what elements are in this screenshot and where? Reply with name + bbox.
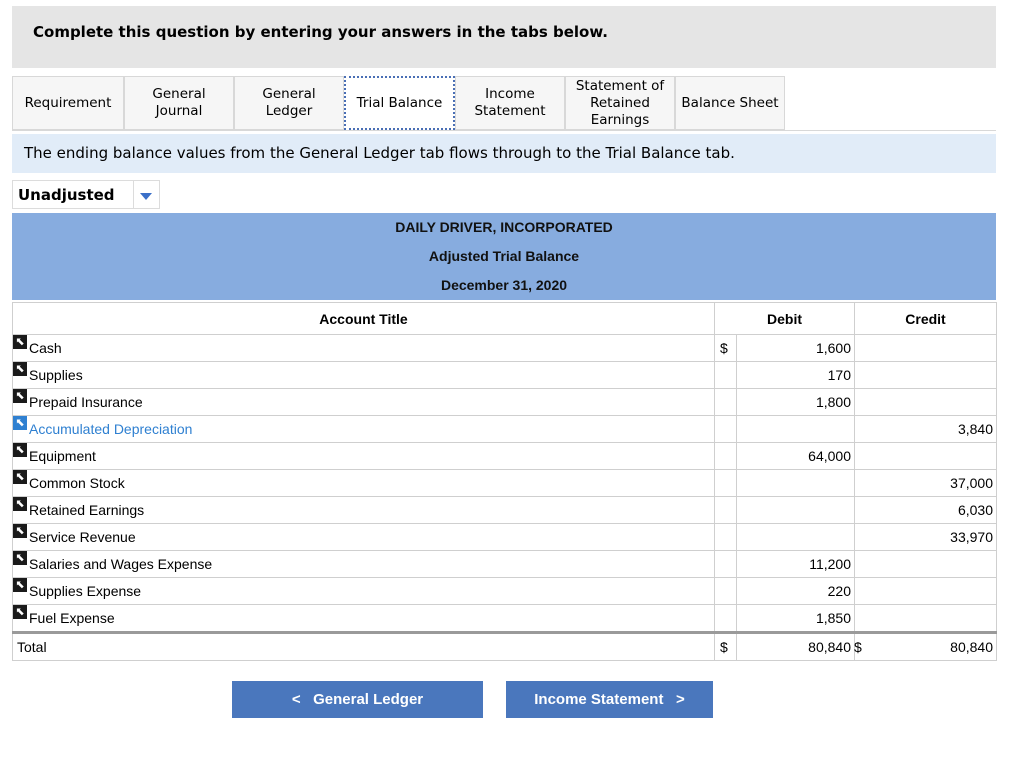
- debit-amount[interactable]: 64,000: [737, 443, 855, 470]
- select-value: Unadjusted: [18, 186, 115, 204]
- table-row: [13, 605, 997, 633]
- credit-amount[interactable]: [855, 578, 997, 605]
- company-name: DAILY DRIVER, INCORPORATED: [395, 219, 613, 235]
- total-row: [13, 633, 997, 661]
- account-cell[interactable]: [13, 443, 715, 470]
- account-cell[interactable]: [13, 416, 715, 443]
- debit-amount[interactable]: [737, 497, 855, 524]
- account-title: Equipment: [29, 448, 96, 464]
- debit-currency-sign: [715, 497, 737, 524]
- tab-general-ledger[interactable]: General Ledger: [234, 76, 344, 130]
- debit-currency-sign: [715, 578, 737, 605]
- credit-amount[interactable]: 33,970: [855, 524, 997, 551]
- prev-general-ledger-button[interactable]: [232, 681, 483, 718]
- return-arrow-icon[interactable]: ⬉: [13, 605, 27, 619]
- account-cell[interactable]: [13, 551, 715, 578]
- account-cell[interactable]: [13, 578, 715, 605]
- table-header-row: [13, 303, 997, 335]
- debit-currency-sign: [715, 551, 737, 578]
- debit-amount[interactable]: 1,800: [737, 389, 855, 416]
- credit-amount[interactable]: 6,030: [855, 497, 997, 524]
- tab-requirement[interactable]: Requirement: [12, 76, 124, 130]
- account-title: Supplies Expense: [29, 583, 142, 599]
- chevron-down-icon[interactable]: [140, 193, 152, 200]
- debit-currency-sign: [715, 470, 737, 497]
- return-arrow-icon[interactable]: ⬉: [13, 578, 27, 592]
- credit-amount[interactable]: [855, 362, 997, 389]
- account-title: Fuel Expense: [29, 610, 115, 626]
- account-title: Service Revenue: [29, 529, 136, 545]
- debit-currency-sign: [715, 362, 737, 389]
- debit-amount[interactable]: [737, 524, 855, 551]
- credit-amount[interactable]: [855, 605, 997, 633]
- table-row: [13, 497, 997, 524]
- return-arrow-icon[interactable]: ⬉: [13, 497, 27, 511]
- instruction-banner: [12, 6, 996, 68]
- table-row: [13, 389, 997, 416]
- statement-header: [12, 213, 996, 300]
- statement-date: December 31, 2020: [440, 277, 568, 293]
- total-credit-amount: 80,840: [950, 639, 993, 655]
- debit-amount[interactable]: 220: [737, 578, 855, 605]
- instruction-text: Complete this question by entering your answers in the tabs below.: [33, 23, 608, 41]
- table-row: [13, 578, 997, 605]
- total-debit-amount: 80,840: [737, 633, 855, 661]
- select-divider: [133, 181, 134, 208]
- trial-balance-type-select[interactable]: [12, 180, 160, 209]
- return-arrow-icon[interactable]: ⬉: [13, 416, 27, 430]
- column-header-account: Account Title: [13, 303, 715, 335]
- account-title: Common Stock: [29, 475, 125, 491]
- debit-currency-sign: [715, 416, 737, 443]
- column-header-debit: Debit: [715, 303, 855, 335]
- chevron-left-icon: <: [291, 691, 301, 708]
- total-credit-currency-sign: $: [854, 639, 862, 655]
- credit-amount[interactable]: 37,000: [855, 470, 997, 497]
- account-cell[interactable]: [13, 389, 715, 416]
- account-title: Prepaid Insurance: [29, 394, 143, 410]
- account-title: Retained Earnings: [29, 502, 145, 518]
- statement-title: Adjusted Trial Balance: [428, 248, 580, 264]
- debit-currency-sign: $: [715, 335, 737, 362]
- debit-amount[interactable]: 1,600: [737, 335, 855, 362]
- account-cell[interactable]: [13, 335, 715, 362]
- table-row: [13, 416, 997, 443]
- account-cell[interactable]: [13, 362, 715, 389]
- account-title-link[interactable]: Accumulated Depreciation: [29, 421, 193, 437]
- debit-currency-sign: [715, 524, 737, 551]
- table-row: [13, 362, 997, 389]
- tab-income-statement[interactable]: Income Statement: [455, 76, 565, 130]
- tab-divider: [12, 130, 996, 131]
- return-arrow-icon[interactable]: ⬉: [13, 443, 27, 457]
- credit-amount[interactable]: [855, 551, 997, 578]
- table-row: [13, 470, 997, 497]
- next-button-label: Income Statement: [534, 691, 664, 708]
- credit-amount[interactable]: [855, 335, 997, 362]
- tab-statement-of-retained-earnings[interactable]: Statement of Retained Earnings: [565, 76, 675, 130]
- account-title: Supplies: [29, 367, 83, 383]
- tab-balance-sheet[interactable]: Balance Sheet: [675, 76, 785, 130]
- debit-currency-sign: [715, 389, 737, 416]
- account-title: Cash: [29, 340, 62, 356]
- return-arrow-icon[interactable]: ⬉: [13, 389, 27, 403]
- credit-amount[interactable]: [855, 389, 997, 416]
- account-cell[interactable]: [13, 524, 715, 551]
- debit-currency-sign: [715, 443, 737, 470]
- tab-general-journal[interactable]: General Journal: [124, 76, 234, 130]
- trial-balance-table: [12, 302, 997, 661]
- table-row: [13, 524, 997, 551]
- debit-amount[interactable]: [737, 470, 855, 497]
- info-note: The ending balance values from the General Ledger tab flows through to the Trial Balance tab.: [12, 134, 996, 173]
- debit-amount[interactable]: 1,850: [737, 605, 855, 633]
- credit-amount[interactable]: 3,840: [855, 416, 997, 443]
- return-arrow-icon[interactable]: ⬉: [13, 470, 27, 484]
- total-label: Total: [13, 633, 715, 661]
- prev-button-label: General Ledger: [313, 691, 424, 708]
- return-arrow-icon[interactable]: ⬉: [13, 335, 27, 349]
- debit-currency-sign: [715, 605, 737, 633]
- credit-amount[interactable]: [855, 443, 997, 470]
- return-arrow-icon[interactable]: ⬉: [13, 551, 27, 565]
- table-row: [13, 443, 997, 470]
- account-cell[interactable]: [13, 470, 715, 497]
- debit-amount[interactable]: 170: [737, 362, 855, 389]
- account-cell[interactable]: [13, 605, 715, 633]
- column-header-credit: Credit: [855, 303, 997, 335]
- account-cell[interactable]: [13, 497, 715, 524]
- return-arrow-icon[interactable]: ⬉: [13, 362, 27, 376]
- debit-amount[interactable]: [737, 416, 855, 443]
- total-credit-cell: [855, 633, 997, 661]
- total-debit-currency-sign: $: [715, 633, 737, 661]
- tab-trial-balance[interactable]: Trial Balance: [344, 76, 455, 130]
- account-title: Salaries and Wages Expense: [29, 556, 213, 572]
- table-row: [13, 335, 997, 362]
- table-row: [13, 551, 997, 578]
- return-arrow-icon[interactable]: ⬉: [13, 524, 27, 538]
- debit-amount[interactable]: 11,200: [737, 551, 855, 578]
- chevron-right-icon: >: [675, 691, 685, 708]
- next-income-statement-button[interactable]: [506, 681, 713, 718]
